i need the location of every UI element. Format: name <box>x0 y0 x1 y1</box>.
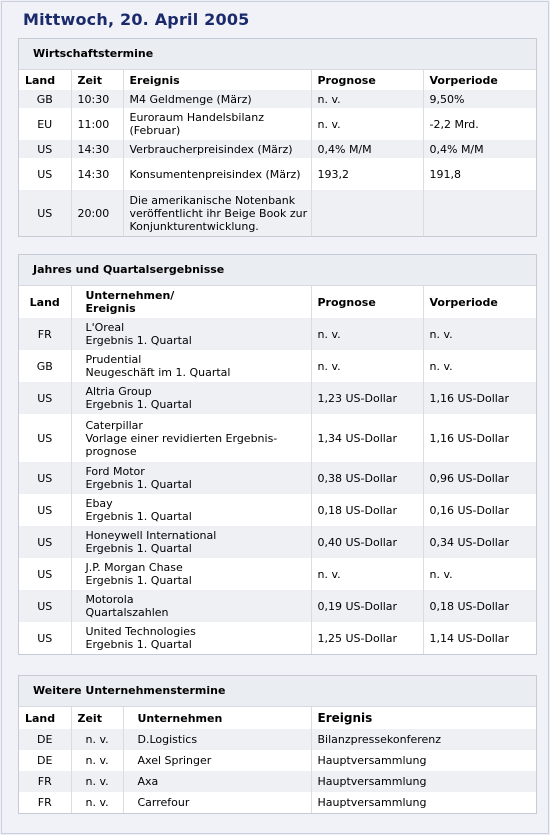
company-event-cell <box>71 526 311 558</box>
forecast-cell: 0,19 US-Dollar <box>311 590 423 622</box>
table-row <box>19 158 536 190</box>
table-row <box>19 382 536 414</box>
table-row <box>19 108 536 140</box>
forecast-cell: n. v. <box>311 558 423 590</box>
forecast-cell: n. v. <box>311 350 423 382</box>
time-cell: n. v. <box>71 792 123 813</box>
time-cell: n. v. <box>71 729 123 750</box>
company-event-cell <box>71 318 311 350</box>
forecast-cell: n. v. <box>311 318 423 350</box>
economic-calendar-section <box>18 38 537 237</box>
country-cell: US <box>37 206 53 220</box>
company-name: Ebay <box>85 497 113 510</box>
company-event-cell <box>71 350 311 382</box>
event-text: Ergebnis 1. Quartal <box>85 574 192 587</box>
table-row <box>19 190 536 236</box>
table-row <box>19 494 536 526</box>
company-cell: D.Logistics <box>123 729 311 750</box>
previous-cell: 191,8 <box>423 158 536 190</box>
country-cell: GB <box>36 92 53 106</box>
table-row <box>19 590 536 622</box>
previous-cell: 0,16 US-Dollar <box>423 494 536 526</box>
forecast-cell: 0,40 US-Dollar <box>311 526 423 558</box>
earnings-table <box>19 286 536 654</box>
country-cell: US <box>37 431 53 445</box>
country-cell: GB <box>36 359 53 373</box>
country-cell: EU <box>37 117 53 131</box>
page <box>1 1 549 834</box>
corporate-events-table <box>19 707 536 813</box>
company-cell: Axel Springer <box>123 750 311 771</box>
forecast-cell: 193,2 <box>311 158 423 190</box>
time-cell: 20:00 <box>71 190 123 236</box>
column-header: Vorperiode <box>423 286 536 318</box>
section-title: Jahres und Quartalsergebnisse <box>19 255 536 286</box>
country-cell: US <box>37 567 53 581</box>
event-text: Ergebnis 1. Quartal <box>85 478 192 491</box>
country-cell: DE <box>37 754 53 767</box>
company-name: Caterpillar <box>85 418 143 432</box>
country-cell: US <box>37 391 53 405</box>
company-event-cell <box>71 414 311 462</box>
table-row <box>19 771 536 792</box>
country-cell: US <box>37 503 53 517</box>
column-header: Zeit <box>71 70 123 90</box>
previous-cell: 0,18 US-Dollar <box>423 590 536 622</box>
company-event-cell <box>71 558 311 590</box>
country-cell: US <box>37 631 53 645</box>
company-event-cell <box>71 462 311 494</box>
table-row <box>19 622 536 654</box>
column-header: Land <box>25 73 56 87</box>
previous-cell: 0,96 US-Dollar <box>423 462 536 494</box>
previous-cell: 9,50% <box>423 90 536 108</box>
column-header <box>71 286 311 318</box>
forecast-cell: 0,18 US-Dollar <box>311 494 423 526</box>
forecast-cell: 1,25 US-Dollar <box>311 622 423 654</box>
time-cell: n. v. <box>71 750 123 771</box>
table-row <box>19 729 536 750</box>
table-row <box>19 90 536 108</box>
previous-cell: n. v. <box>423 558 536 590</box>
table-row <box>19 350 536 382</box>
previous-cell <box>423 190 536 236</box>
table-row <box>19 140 536 158</box>
company-name: L'Oreal <box>85 321 125 334</box>
forecast-cell: 0,38 US-Dollar <box>311 462 423 494</box>
company-name: Ford Motor <box>85 465 145 478</box>
country-cell: US <box>37 142 53 156</box>
time-cell: 14:30 <box>71 140 123 158</box>
country-cell: DE <box>37 733 53 746</box>
event-text: Quartalszahlen <box>85 606 169 619</box>
event-cell: Bilanzpressekonferenz <box>311 729 536 750</box>
event-text: Ergebnis 1. Quartal <box>85 510 192 523</box>
country-cell: US <box>37 167 53 181</box>
company-event-cell <box>71 590 311 622</box>
forecast-cell: 1,23 US-Dollar <box>311 382 423 414</box>
previous-cell: n. v. <box>423 350 536 382</box>
time-cell: n. v. <box>71 771 123 792</box>
event-cell: Verbraucherpreisindex (März) <box>123 140 311 158</box>
company-name: Honeywell International <box>85 529 217 542</box>
previous-cell: 1,16 US-Dollar <box>423 414 536 462</box>
company-cell: Carrefour <box>123 792 311 813</box>
column-header: Ereignis <box>123 70 311 90</box>
country-cell: FR <box>37 327 52 341</box>
country-cell: US <box>37 471 53 485</box>
event-cell: M4 Geldmenge (März) <box>123 90 311 108</box>
previous-cell: 0,34 US-Dollar <box>423 526 536 558</box>
company-name: United Technologies <box>85 625 196 638</box>
forecast-cell <box>311 190 423 236</box>
column-header-label: Unternehmen/ Ereignis <box>85 289 175 315</box>
event-cell: Konsumentenpreisindex (März) <box>123 158 311 190</box>
country-cell: FR <box>37 796 52 809</box>
table-row <box>19 462 536 494</box>
column-header: Prognose <box>311 286 423 318</box>
country-cell: US <box>37 535 53 549</box>
event-text: Ergebnis 1. Quartal <box>85 638 192 651</box>
event-cell: Hauptversammlung <box>311 750 536 771</box>
previous-cell: 1,16 US-Dollar <box>423 382 536 414</box>
table-row <box>19 526 536 558</box>
forecast-cell: 1,34 US-Dollar <box>311 414 423 462</box>
earnings-section <box>18 254 537 655</box>
event-text: Vorlage einer revidierten Ergebnis-prognose <box>85 431 278 458</box>
event-cell: Hauptversammlung <box>311 771 536 792</box>
event-text: Ergebnis 1. Quartal <box>85 398 192 411</box>
company-cell: Axa <box>123 771 311 792</box>
country-cell: US <box>37 599 53 613</box>
company-event-cell <box>71 382 311 414</box>
section-title: Weitere Unternehmenstermine <box>19 676 536 707</box>
table-row <box>19 750 536 771</box>
corporate-events-section <box>18 675 537 814</box>
event-text: Ergebnis 1. Quartal <box>85 542 192 555</box>
previous-cell: 0,4% M/M <box>423 140 536 158</box>
previous-cell: 1,14 US-Dollar <box>423 622 536 654</box>
section-title: Wirtschaftstermine <box>19 39 536 70</box>
time-cell: 10:30 <box>71 90 123 108</box>
column-header: Ereignis <box>311 707 536 729</box>
event-cell: Die amerikanische Notenbank veröffentlicht ihr Beige Book zur Konjunkturentwicklung. <box>123 190 311 236</box>
company-name: J.P. Morgan Chase <box>85 561 183 574</box>
company-name: Prudential <box>85 353 142 366</box>
table-row <box>19 414 536 462</box>
column-header: Land <box>29 295 60 309</box>
table-row <box>19 558 536 590</box>
table-header-row <box>19 286 536 318</box>
table-header-row <box>19 707 536 729</box>
economic-calendar-table <box>19 70 536 236</box>
date-heading: Mittwoch, 20. April 2005 <box>23 10 250 29</box>
column-header: Prognose <box>311 70 423 90</box>
forecast-cell: 0,4% M/M <box>311 140 423 158</box>
company-event-cell <box>71 622 311 654</box>
previous-cell: -2,2 Mrd. <box>423 108 536 140</box>
time-cell: 11:00 <box>71 108 123 140</box>
country-cell: FR <box>37 775 52 788</box>
time-cell: 14:30 <box>71 158 123 190</box>
event-cell: Euroraum Handelsbilanz (Februar) <box>123 108 311 140</box>
previous-cell: n. v. <box>423 318 536 350</box>
event-cell: Hauptversammlung <box>311 792 536 813</box>
forecast-cell: n. v. <box>311 90 423 108</box>
column-header: Zeit <box>71 707 123 729</box>
event-text: Neugeschäft im 1. Quartal <box>85 366 231 379</box>
table-row <box>19 318 536 350</box>
column-header: Unternehmen <box>123 707 311 729</box>
table-row <box>19 792 536 813</box>
event-text: Ergebnis 1. Quartal <box>85 334 192 347</box>
table-header-row <box>19 70 536 90</box>
company-event-cell <box>71 494 311 526</box>
column-header: Land <box>25 711 56 725</box>
column-header: Vorperiode <box>423 70 536 90</box>
forecast-cell: n. v. <box>311 108 423 140</box>
company-name: Motorola <box>85 593 134 606</box>
company-name: Altria Group <box>85 385 152 398</box>
